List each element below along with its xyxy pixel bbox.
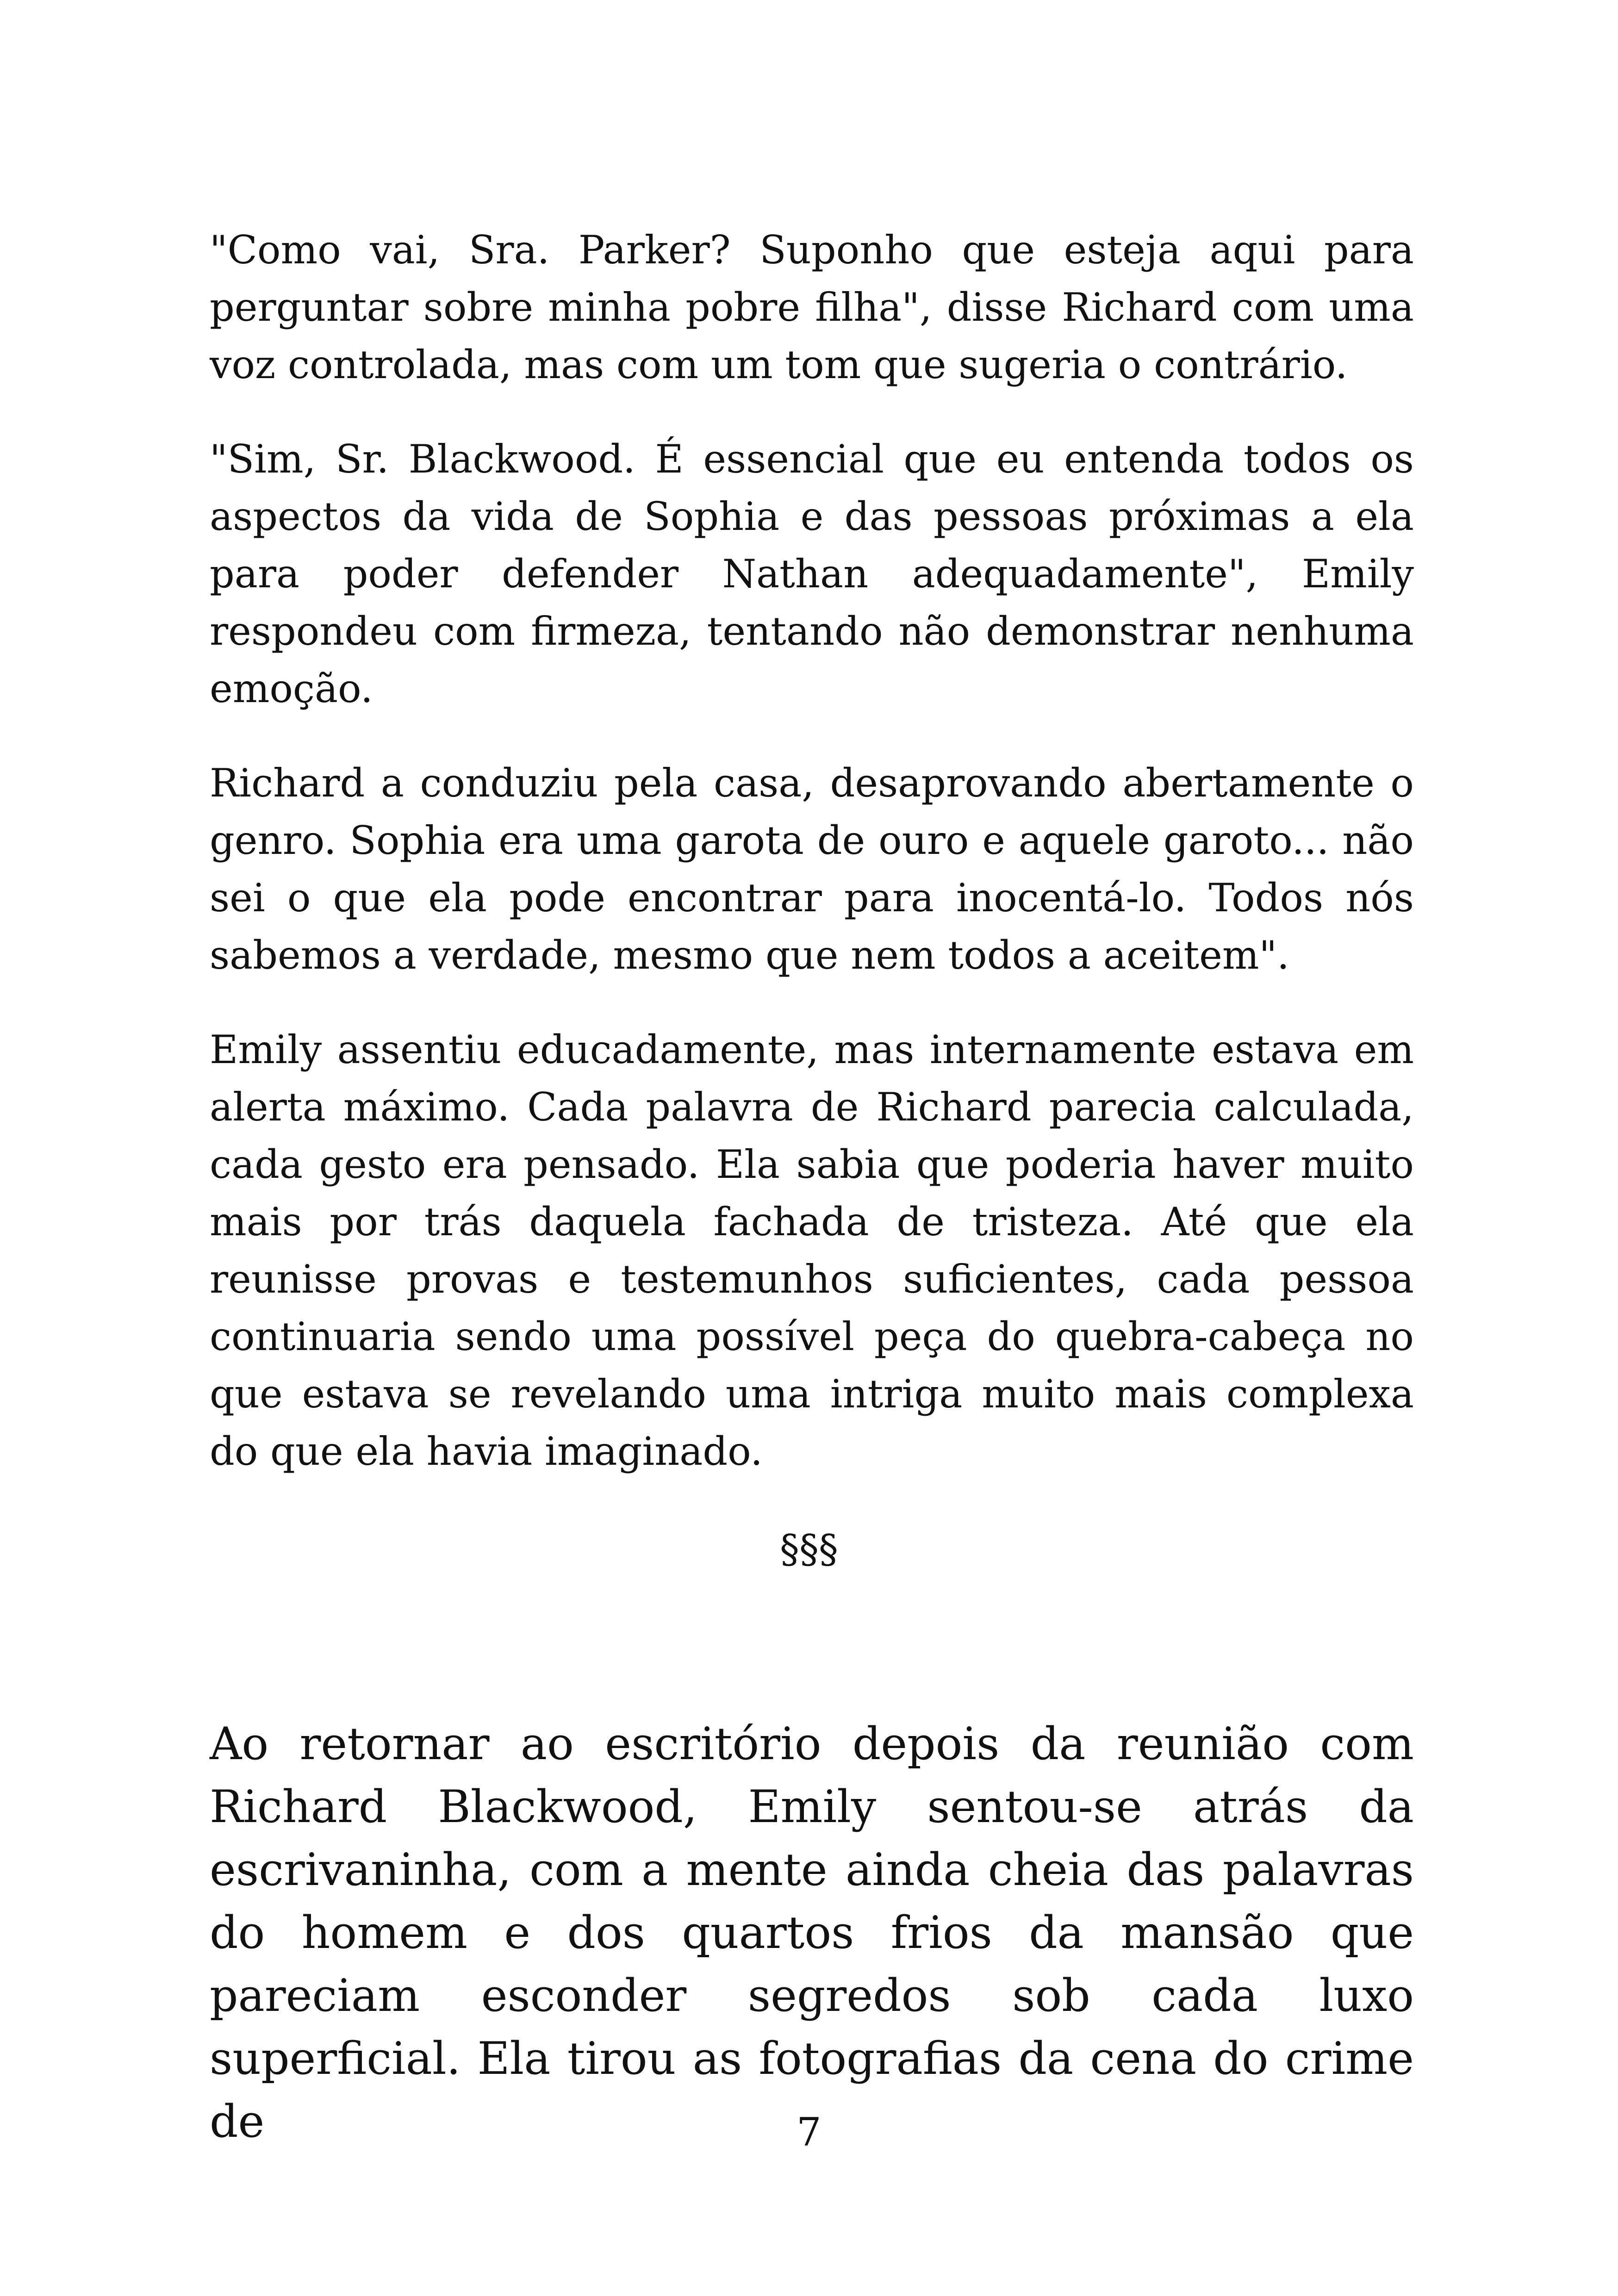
- paragraph: Ao retornar ao escritório depois da reunião com Richard Blackwood, Emily sentou-se atrás da escrivaninha, com a mente ainda cheia das palavras do homem e dos quartos frios da mansão que pareciam esconder segredos sob cada luxo superficial. Ela tirou as fotografias da cena do crime de: [210, 1718, 1414, 2147]
- page-number: 7: [797, 2109, 821, 2155]
- paragraph: "Sim, Sr. Blackwood. É essencial que eu entenda todos os aspectos da vida de Sophia e das pessoas próximas a ela para poder defender Nathan adequadamente", Emily respondeu com firmeza, tentando não demonstrar nenhuma emoção.: [210, 436, 1414, 711]
- paragraph: "Como vai, Sra. Parker? Suponho que esteja aqui para perguntar sobre minha pobre filha", disse Richard com uma voz controlada, mas com um tom que sugeria o contrário.: [210, 227, 1414, 387]
- paragraph: Richard a conduziu pela casa, desaprovando abertamente o genro. Sophia era uma garota de ouro e aquele garoto... não sei o que ela pode encontrar para inocentá-lo. Todos nós sabemos a verdade, mesmo que nem todos a aceitem".: [210, 760, 1414, 978]
- section-separator: §§§: [780, 1526, 838, 1572]
- paragraph: Emily assentiu educadamente, mas internamente estava em alerta máximo. Cada palavra de Richard parecia calculada, cada gesto era pensado. Ela sabia que poderia haver muito mais por trás daquela fachada de tristeza. Até que ela reunisse provas e testemunhos suficientes, cada pessoa continuaria sendo uma possível peça do quebra-cabeça no que estava se revelando uma intriga muito mais complexa do que ela havia imaginado.: [210, 1027, 1414, 1474]
- text-block-top: [210, 221, 1414, 1480]
- text-block-bottom: [210, 1712, 1414, 2153]
